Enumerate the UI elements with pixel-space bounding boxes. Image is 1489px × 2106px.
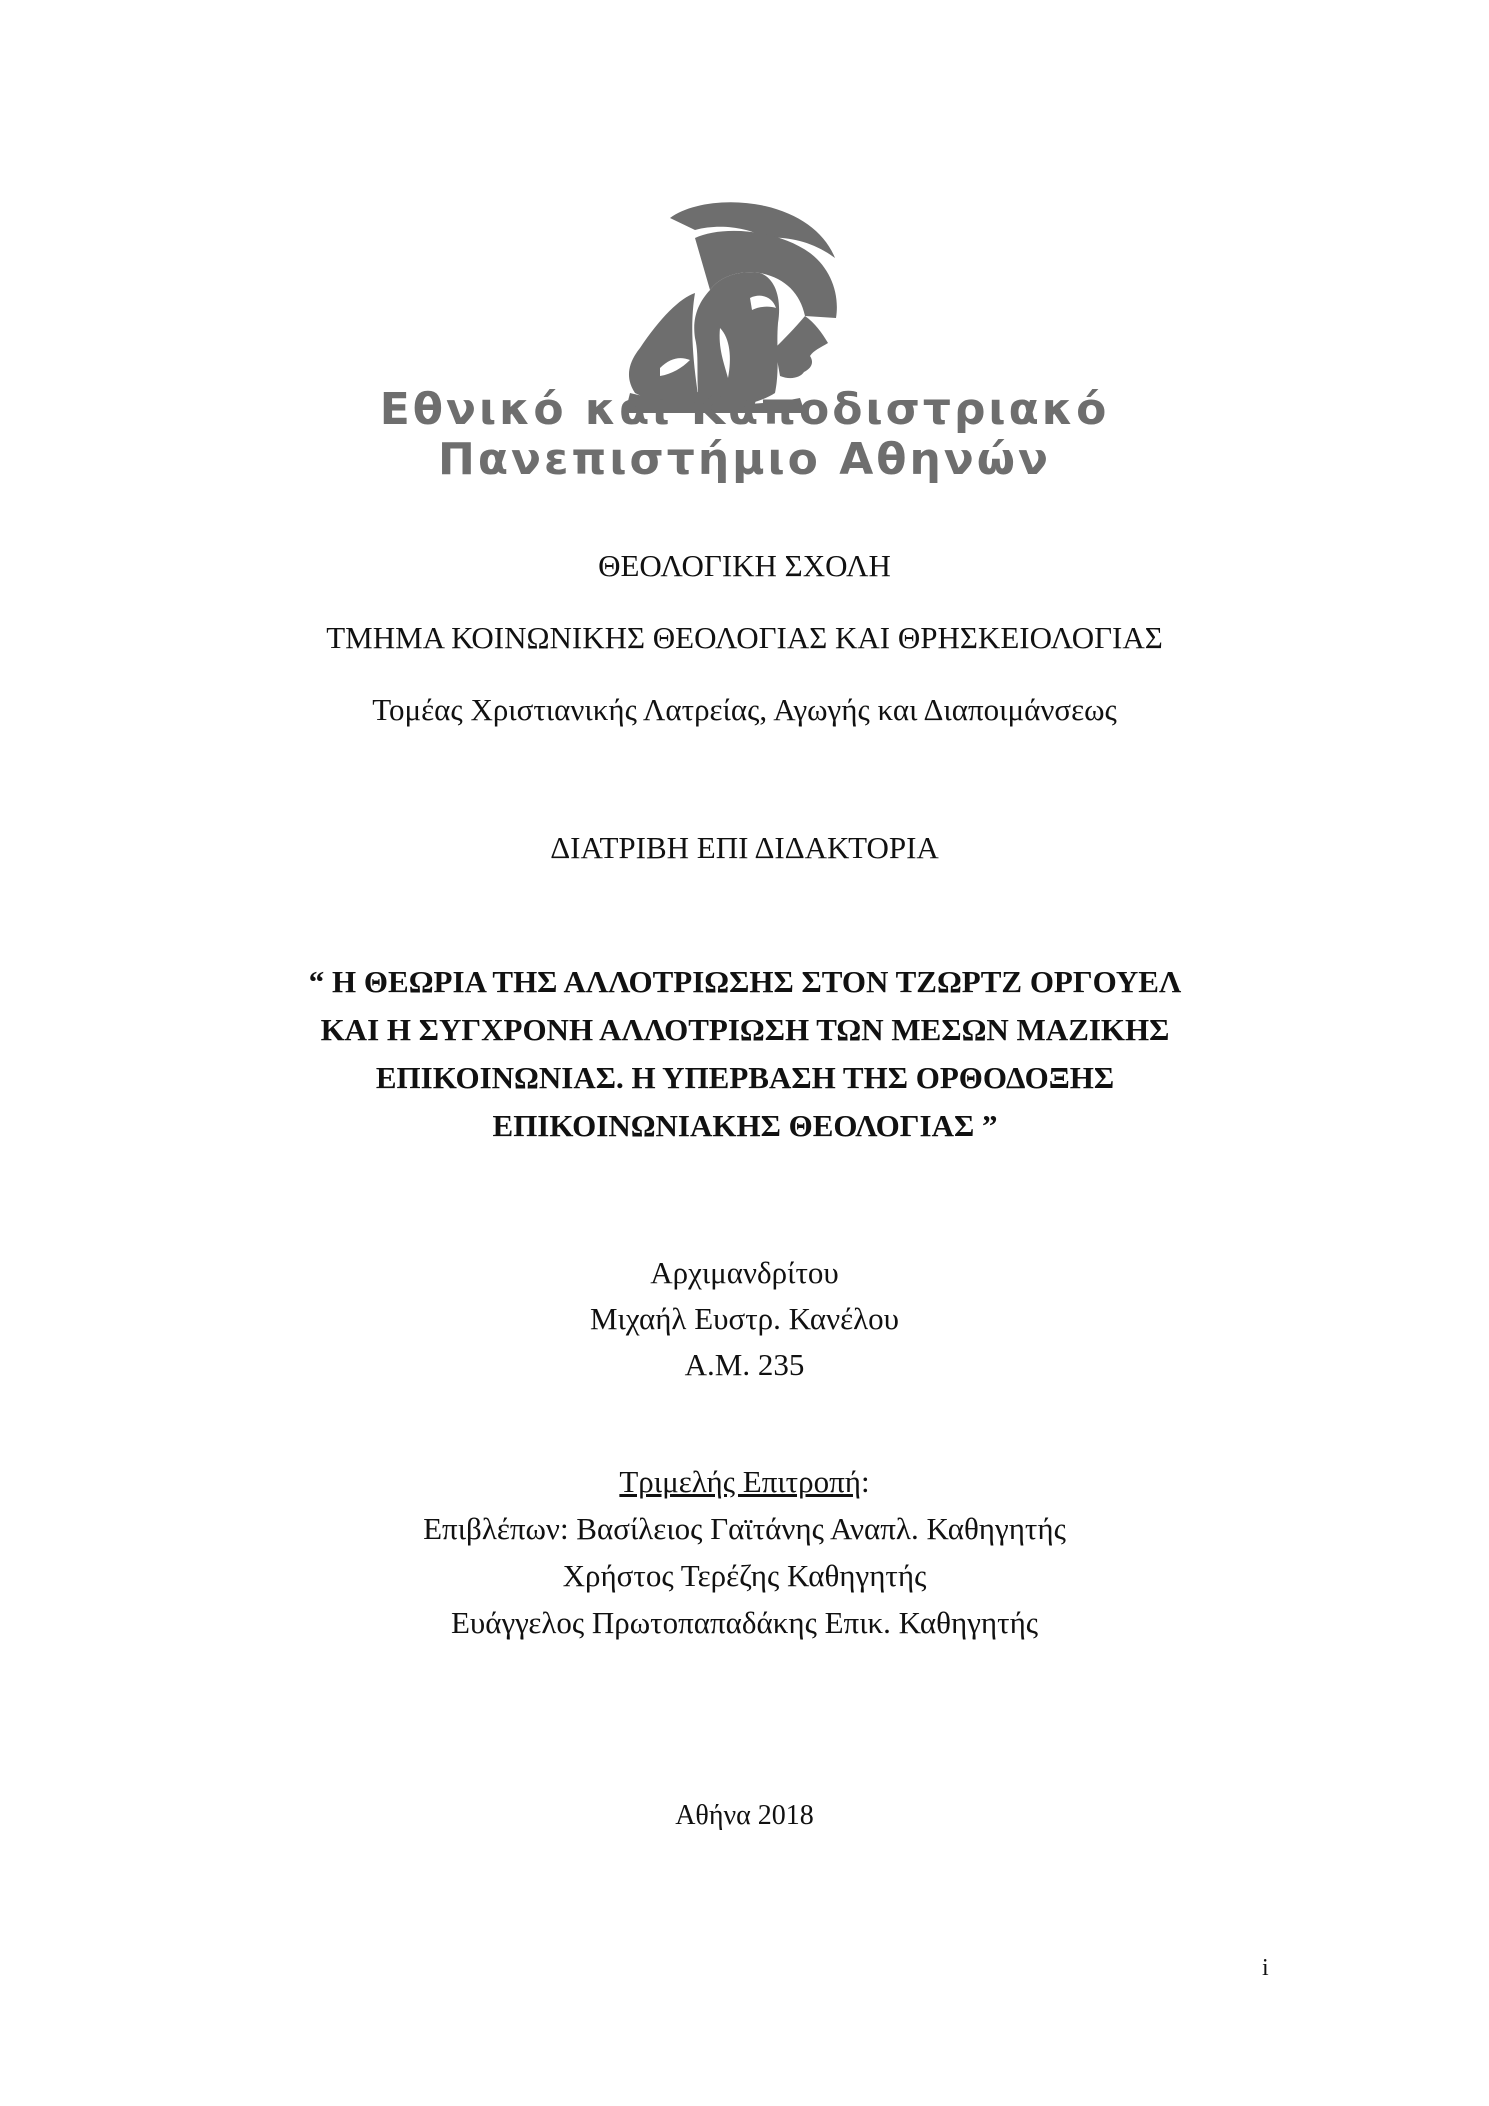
thesis-title-line: ΕΠΙΚΟΙΝΩΝΙΑΣ. Η ΥΠΕΡΒΑΣΗ ΤΗΣ ΟΡΘΟΔΟΞΗΣ xyxy=(375,1060,1115,1095)
department-heading: ΤΜΗΜΑ ΚΟΙΝΩΝΙΚΗΣ ΘΕΟΛΟΓΙΑΣ ΚΑΙ ΘΡΗΣΚΕΙΟΛΟΓΙΑΣ xyxy=(326,620,1163,655)
committee-heading xyxy=(0,1458,1489,1505)
committee-member: Επιβλέπων: Βασίλειος Γαϊτάνης Αναπλ. Καθηγητής xyxy=(423,1511,1066,1546)
sector-heading: Τομέας Χριστιανικής Λατρείας, Αγωγής και Διαποιμάνσεως xyxy=(372,692,1117,727)
document-type: ΔΙΑΤΡΙΒΗ ΕΠΙ ΔΙΔΑΚΤΟΡΙΑ xyxy=(550,830,939,865)
committee-heading-label: Τριμελής Επιτροπή xyxy=(619,1464,861,1499)
thesis-title-line: “ Η ΘΕΩΡΙΑ ΤΗΣ ΑΛΛΟΤΡΙΩΣΗΣ ΣΤΟΝ ΤΖΩΡΤΖ ΟΡΓΟΥΕΛ xyxy=(308,964,1182,999)
thesis-title-line: ΕΠΙΚΟΙΝΩΝΙΑΚΗΣ ΘΕΟΛΟΓΙΑΣ ” xyxy=(492,1108,998,1143)
author-block xyxy=(0,1250,1489,1388)
committee-member: Ευάγγελος Πρωτοπαπαδάκης Επικ. Καθηγητής xyxy=(450,1605,1039,1640)
page-number: i xyxy=(1262,1955,1269,1981)
author-registration: Α.Μ. 235 xyxy=(684,1347,805,1382)
committee-heading-colon: : xyxy=(860,1464,870,1499)
committee-block xyxy=(0,1458,1489,1646)
author-name: Μιχαήλ Ευστρ. Κανέλου xyxy=(589,1301,900,1336)
university-name-line-2: Πανεπιστήμιο Αθηνών xyxy=(438,434,1051,485)
university-emblem-icon xyxy=(600,198,900,413)
author-rank: Αρχιμανδρίτου xyxy=(650,1255,839,1290)
committee-member: Χρήστος Τερέζης Καθηγητής xyxy=(562,1558,927,1593)
place-date: Αθήνα 2018 xyxy=(675,1800,814,1831)
faculty-heading: ΘΕΟΛΟΓΙΚΗ ΣΧΟΛΗ xyxy=(598,548,891,583)
thesis-title xyxy=(230,958,1260,1150)
thesis-title-line: ΚΑΙ Η ΣΥΓΧΡΟΝΗ ΑΛΛΟΤΡΙΩΣΗ ΤΩΝ ΜΕΣΩΝ ΜΑΖΙΚΗΣ xyxy=(320,1012,1170,1047)
university-name-line-1: Εθνικό και Καποδιστριακό xyxy=(379,384,1110,435)
